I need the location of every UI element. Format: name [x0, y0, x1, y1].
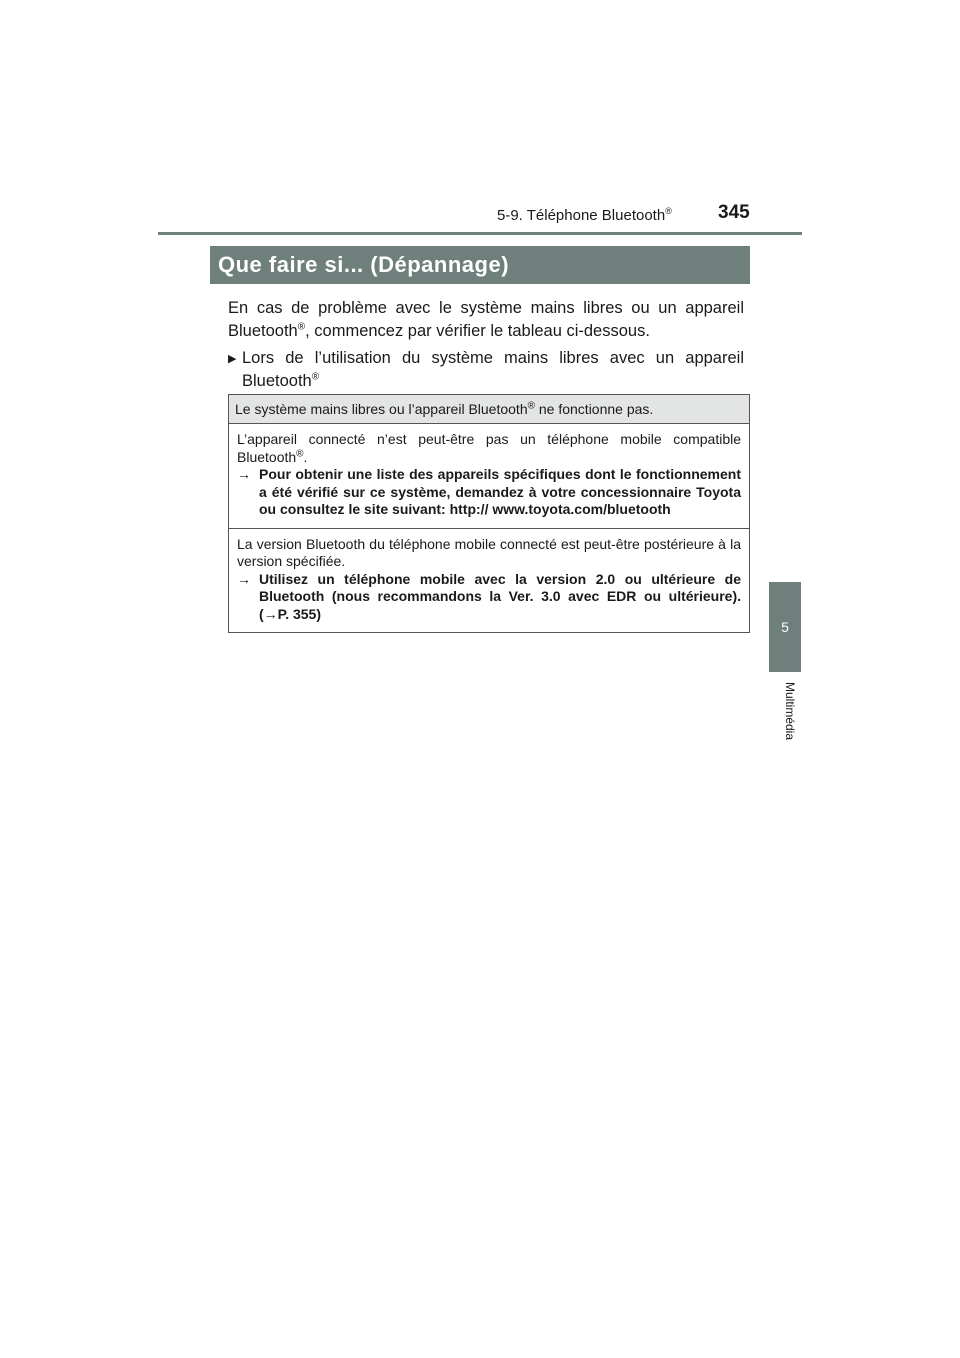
bullet-item [228, 347, 744, 393]
cause-text: La version Bluetooth du téléphone mobile connecté est peut-être postérieure à la version spécifiée. [237, 535, 741, 569]
triangle-right-icon: ▶ [228, 353, 237, 365]
header-section [497, 206, 672, 224]
page-title: Que faire si... (Dépannage) [210, 246, 750, 284]
cause-text-1: L’appareil connecté n’est peut-être pas un téléphone mobile compatible Bluetooth [237, 431, 741, 465]
registered-mark: ® [297, 321, 306, 333]
table-row [229, 424, 749, 528]
chapter-tab: 5 [769, 582, 801, 672]
intro-text-2: , commencez par vérifier le tableau ci-dessous. [305, 322, 650, 340]
arrow-right-icon: → [237, 466, 251, 482]
table-row [229, 528, 749, 633]
action-text [259, 571, 741, 624]
action-text: Pour obtenir une liste des appareils spécifiques dont le fonctionnement a été vérifié sur ce système, demandez à votre concessionnaire Toyota ou consultez le site suivant: http:// www.toyota.com/bluetooth [259, 466, 741, 517]
registered-mark: ® [527, 400, 535, 412]
page-ref-arrow: → [263, 605, 278, 622]
cause-text [237, 431, 741, 466]
header-rule [158, 232, 802, 235]
table-header-text-1: Le système mains libres ou l’appareil Bluetooth [235, 401, 528, 417]
registered-mark: ® [665, 206, 672, 216]
troubleshooting-table [228, 394, 750, 633]
registered-mark: ® [296, 447, 304, 459]
table-header [229, 395, 749, 424]
action [237, 466, 741, 519]
chapter-label: Multimédia [783, 682, 797, 741]
intro-paragraph [228, 297, 744, 343]
registered-mark: ® [311, 371, 320, 383]
page-ref: P. 355) [277, 605, 322, 622]
bullet-text: Lors de l’utilisation du système mains libres avec un appareil Bluetooth [242, 349, 744, 390]
action-text-1: Utilisez un téléphone mobile avec la version 2.0 ou ultérieure de Bluetooth (nous recommandons la Ver. 3.0 avec EDR ou ultérieure). ( [259, 570, 741, 622]
arrow-right-icon: → [237, 570, 251, 587]
intro-text-1: En cas de problème avec le système mains libres ou un appareil Bluetooth [228, 299, 744, 340]
bullet-text-wrap [242, 347, 744, 393]
cause-text-2: . [303, 448, 308, 465]
page-number: 345 [718, 202, 750, 223]
table-header-text-2: ne fonctionne pas. [534, 401, 654, 417]
header-section-text: 5-9. Téléphone Bluetooth [497, 207, 666, 224]
action [237, 571, 741, 624]
